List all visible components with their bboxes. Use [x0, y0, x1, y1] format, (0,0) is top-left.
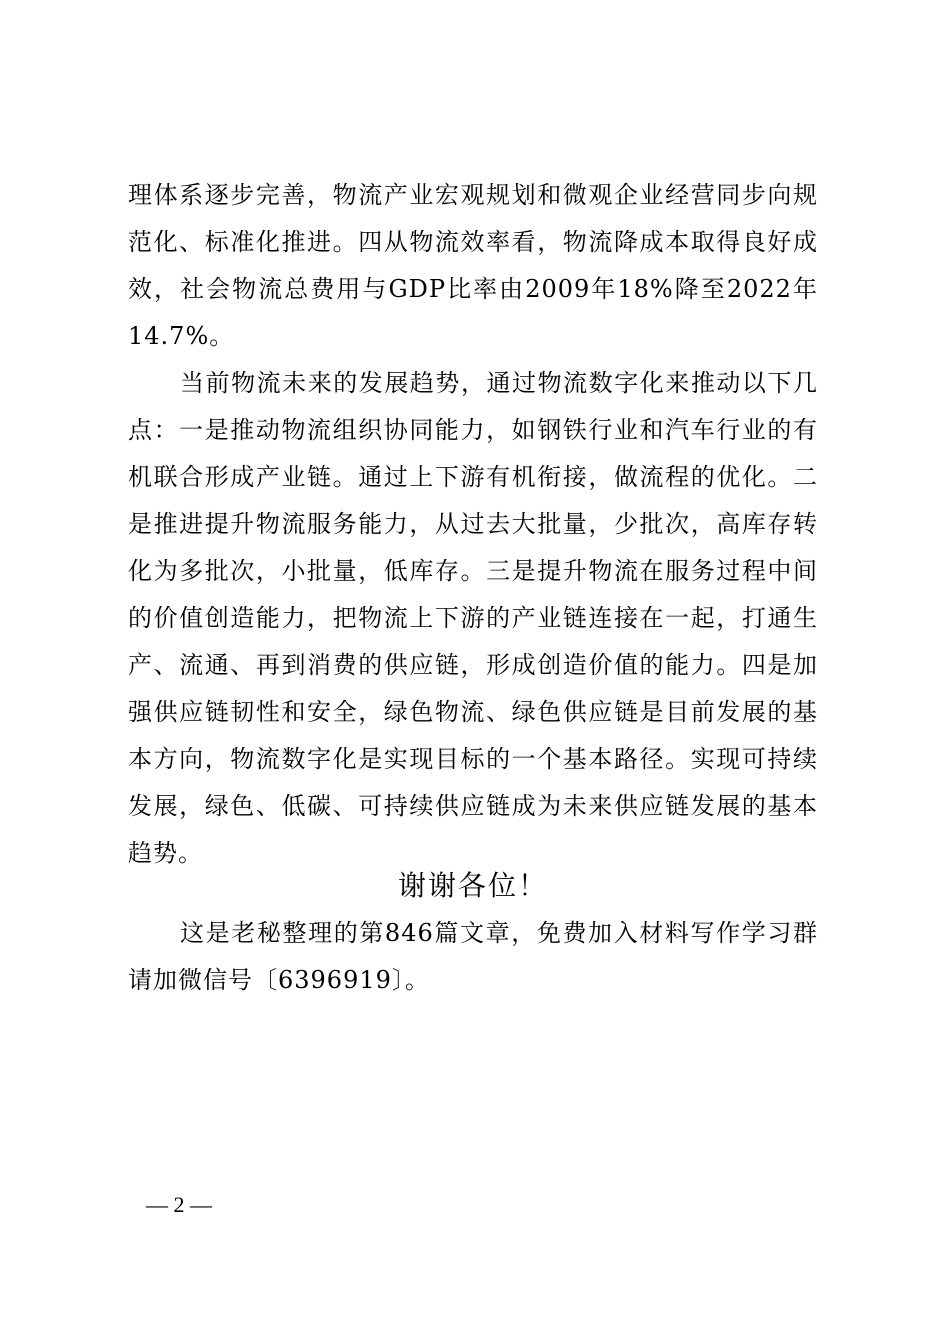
page-number: — 2 — — [146, 1192, 212, 1217]
paragraph-continuation: 理体系逐步完善，物流产业宏观规划和微观企业经营同步向规范化、标准化推进。四从物流效率看，物流降成本取得良好成效，社会物流总费用与GDP比率由2009年18%降至2022年14.7%。 — [128, 181, 818, 350]
paragraph-trends: 当前物流未来的发展趋势，通过物流数字化来推动以下几点：一是推动物流组织协同能力，如钢铁行业和汽车行业的有机联合形成产业链。通过上下游有机衔接，做流程的优化。二是推进提升物流服务能力，从过去大批量，少批次，高库存转化为多批次，小批量，低库存。三是提升物流在服务过程中间的价值创造能力，把物流上下游的产业链连接在一起，打通生产、流通、再到消费的供应链，形成创造价值的能力。四是加强供应链韧性和安全，绿色物流、绿色供应链是目前发展的基本方向，物流数字化是实现目标的一个基本路径。实现可持续发展，绿色、低碳、可持续供应链成为未来供应链发展的基本趋势。 — [128, 369, 818, 867]
closing-thanks: 谢谢各位！ — [397, 869, 548, 902]
footer-note: 这是老秘整理的第846篇文章，免费加入材料写作学习群请加微信号〔6396919〕。 — [128, 919, 818, 994]
